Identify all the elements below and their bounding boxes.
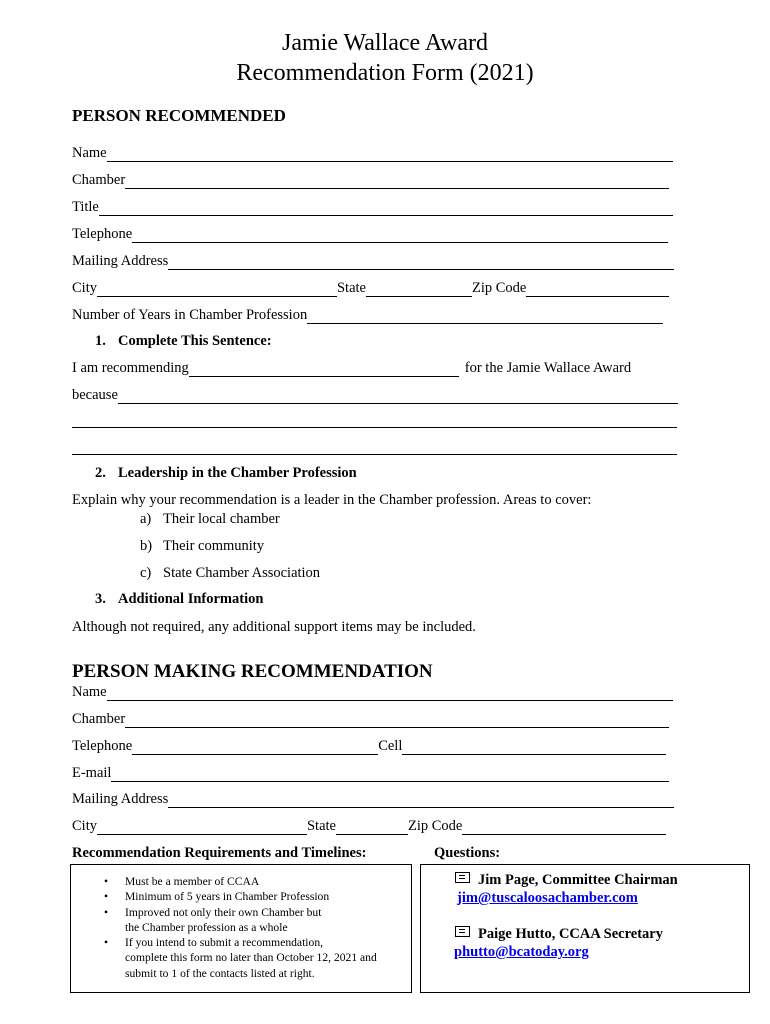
recommended-mailing-field[interactable] <box>168 256 674 270</box>
years-label: Number of Years in Chamber Profession <box>72 307 308 323</box>
because-field[interactable] <box>118 390 678 404</box>
maker-mailing-field[interactable] <box>168 794 674 808</box>
area-text: Their community <box>163 538 265 554</box>
chamber-label: Chamber <box>72 172 126 188</box>
contact-name: Paige Hutto, CCAA Secretary <box>478 926 663 942</box>
telephone-label: Telephone <box>72 738 133 754</box>
mail-icon <box>455 926 470 937</box>
recommended-zip-field[interactable] <box>526 283 669 297</box>
state-label: State <box>336 280 366 296</box>
sentence-row <box>72 359 631 377</box>
maker-mailing-row <box>72 790 674 808</box>
recommended-telephone-field[interactable] <box>132 229 668 243</box>
maker-telephone-field[interactable] <box>132 741 378 755</box>
city-label: City <box>72 818 97 834</box>
maker-telephone-row <box>72 737 666 755</box>
city-label: City <box>72 280 97 296</box>
bullet: • <box>104 905 109 919</box>
section-2-intro: Explain why your recommendation is a leader in the Chamber profession. Areas to cover: <box>72 492 592 508</box>
maker-cell-field[interactable] <box>402 741 666 755</box>
email-link-paige[interactable]: phutto@bcatoday.org <box>454 944 589 960</box>
list-item <box>71 889 411 904</box>
maker-chamber-row <box>72 710 669 728</box>
form-title-line1: Jamie Wallace Award <box>281 30 488 56</box>
area-text: Their local chamber <box>163 511 280 527</box>
section-1-number: 1. <box>95 333 106 349</box>
area-item-b <box>140 538 264 555</box>
recommended-telephone-row <box>72 225 668 243</box>
maker-email-row <box>72 764 669 782</box>
list-item <box>71 905 411 936</box>
recommended-city-row <box>72 279 669 297</box>
area-text: State Chamber Association <box>163 565 321 581</box>
maker-city-row <box>72 817 666 835</box>
cell-label: Cell <box>378 738 403 754</box>
area-marker: b) <box>140 538 153 554</box>
mailing-address-label: Mailing Address <box>72 253 169 269</box>
requirement-text: If you intend to submit a recommendation, <box>125 936 324 950</box>
form-title-line2: Recommendation Form (2021) <box>236 60 534 86</box>
section-2-heading <box>95 465 357 482</box>
requirement-text: Improved not only their own Chamber but <box>125 905 322 919</box>
zip-label: Zip Code <box>471 280 527 296</box>
answer-line-2[interactable] <box>72 454 677 455</box>
mailing-address-label: Mailing Address <box>72 791 169 807</box>
mail-icon <box>455 872 470 883</box>
email-link-jim[interactable]: jim@tuscaloosachamber.com <box>457 890 638 906</box>
section-3-number: 3. <box>95 591 106 607</box>
name-label: Name <box>72 684 107 700</box>
section-2-number: 2. <box>95 465 106 481</box>
telephone-label: Telephone <box>72 226 133 242</box>
because-label: because <box>72 387 118 403</box>
section-3-text: Although not required, any additional support items may be included. <box>72 619 476 635</box>
maker-state-field[interactable] <box>336 821 408 835</box>
email-label: E-mail <box>72 765 112 781</box>
maker-name-row <box>72 683 673 701</box>
sentence-start: I am recommending <box>72 360 189 376</box>
state-label: State <box>306 818 336 834</box>
recommended-state-field[interactable] <box>366 283 472 297</box>
section-3-heading <box>95 591 263 608</box>
section-heading-person-making: PERSON MAKING RECOMMENDATION <box>72 661 433 682</box>
contact-jim-page <box>455 872 678 889</box>
recommended-years-field[interactable] <box>307 310 663 324</box>
area-item-c <box>140 565 320 582</box>
requirements-heading: Recommendation Requirements and Timelines: <box>72 845 367 861</box>
requirement-text: Minimum of 5 years in Chamber Profession <box>125 890 330 904</box>
requirements-box <box>70 864 412 993</box>
recommended-chamber-row <box>72 171 669 189</box>
answer-line-1[interactable] <box>72 427 677 428</box>
area-marker: a) <box>140 511 152 527</box>
area-marker: c) <box>140 565 152 581</box>
list-item <box>71 935 411 981</box>
section-heading-person-recommended: PERSON RECOMMENDED <box>72 106 286 125</box>
requirement-text: complete this form no later than October 12, 2021 and <box>125 951 377 965</box>
section-3-title: Additional Information <box>118 591 264 607</box>
title-label: Title <box>72 199 99 215</box>
requirement-text: submit to 1 of the contacts listed at right. <box>125 966 315 980</box>
bullet: • <box>104 875 109 888</box>
maker-email-field[interactable] <box>111 768 669 782</box>
contact-paige-hutto <box>455 926 663 943</box>
contact-name: Jim Page, Committee Chairman <box>478 872 678 888</box>
name-label: Name <box>72 145 107 161</box>
recommended-title-row <box>72 198 673 216</box>
maker-name-field[interactable] <box>107 687 673 701</box>
chamber-label: Chamber <box>72 711 126 727</box>
recommending-field[interactable] <box>189 363 459 377</box>
bullet: • <box>104 936 109 950</box>
maker-zip-field[interactable] <box>462 821 666 835</box>
maker-city-field[interactable] <box>97 821 307 835</box>
recommended-chamber-field[interactable] <box>125 175 669 189</box>
recommended-name-field[interactable] <box>107 148 673 162</box>
bullet: • <box>104 890 109 904</box>
recommended-name-row <box>72 144 673 162</box>
zip-label: Zip Code <box>407 818 463 834</box>
maker-chamber-field[interactable] <box>125 714 669 728</box>
section-1-title: Complete This Sentence: <box>118 333 272 349</box>
section-2-title: Leadership in the Chamber Profession <box>118 465 357 481</box>
area-item-a <box>140 511 280 528</box>
recommended-city-field[interactable] <box>97 283 337 297</box>
recommended-title-field[interactable] <box>99 202 673 216</box>
requirement-text: the Chamber profession as a whole <box>125 920 288 934</box>
requirement-text: Must be a member of CCAA <box>125 875 260 888</box>
requirements-list <box>71 874 411 981</box>
recommended-years-row <box>72 306 663 324</box>
sentence-end: for the Jamie Wallace Award <box>464 360 632 376</box>
section-1-heading <box>95 333 272 350</box>
because-row <box>72 386 678 404</box>
recommended-mailing-row <box>72 252 674 270</box>
list-item <box>71 874 411 889</box>
questions-heading: Questions: <box>434 845 501 861</box>
